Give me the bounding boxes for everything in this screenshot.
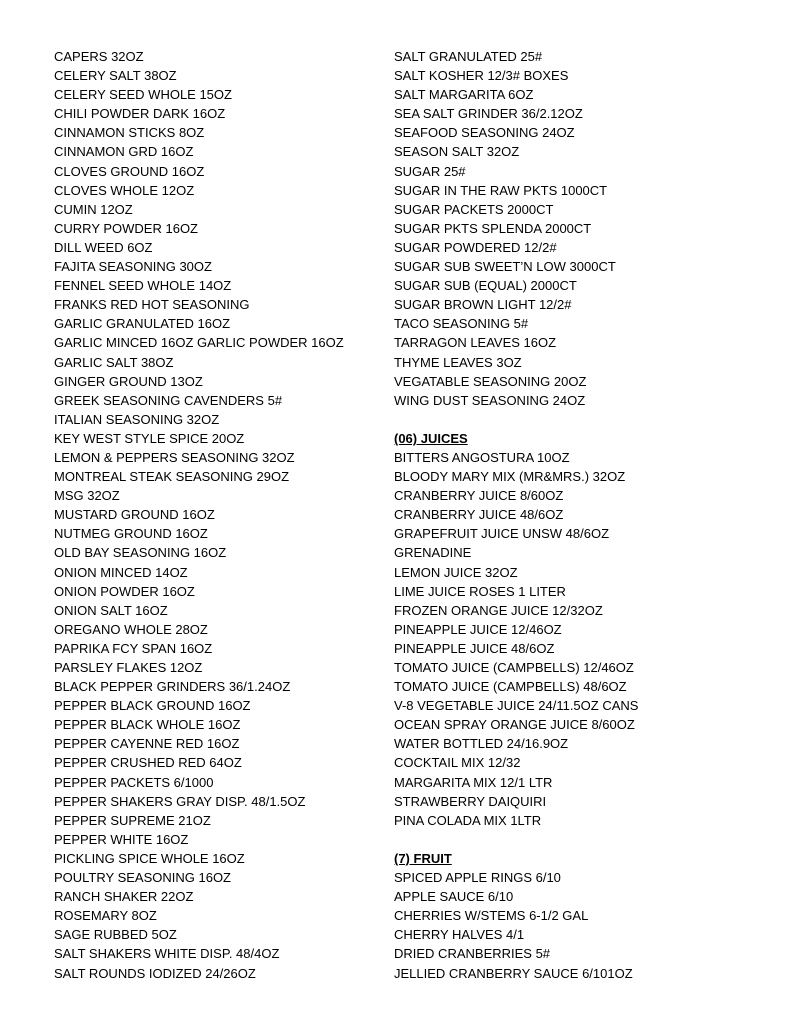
list-item: FRANKS RED HOT SEASONING bbox=[54, 297, 250, 313]
list-item: JELLIED CRANBERRY SAUCE 6/101OZ bbox=[394, 965, 633, 981]
section-spacer bbox=[394, 410, 774, 429]
list-item: PINEAPPLE JUICE 12/46OZ bbox=[394, 621, 562, 637]
list-item: SUGAR SUB (EQUAL) 2000CT bbox=[394, 278, 577, 294]
list-item: TARRAGON LEAVES 16OZ bbox=[394, 335, 557, 351]
right-column bbox=[394, 47, 774, 983]
list-item: SAGE RUBBED 5OZ bbox=[54, 927, 177, 943]
list-item: SEAFOOD SEASONING 24OZ bbox=[394, 125, 575, 141]
list-item: OLD BAY SEASONING 16OZ bbox=[54, 545, 227, 561]
list-item: PEPPER CRUSHED RED 64OZ bbox=[54, 755, 242, 771]
list-item: LIME JUICE ROSES 1 LITER bbox=[394, 583, 566, 599]
list-item: RANCH SHAKER 22OZ bbox=[54, 889, 194, 905]
list-item: PEPPER SUPREME 21OZ bbox=[54, 812, 211, 828]
list-item: MARGARITA MIX 12/1 LTR bbox=[394, 774, 553, 790]
list-item: BLACK PEPPER GRINDERS 36/1.24OZ bbox=[54, 679, 291, 695]
list-item: SPICED APPLE RINGS 6/10 bbox=[394, 870, 561, 886]
list-item: SEASON SALT 32OZ bbox=[394, 144, 520, 160]
list-item: ROSEMARY 8OZ bbox=[54, 908, 157, 924]
section-heading-fruit: (7) FRUIT bbox=[394, 850, 452, 866]
list-item: LEMON JUICE 32OZ bbox=[394, 564, 518, 580]
list-item: PEPPER WHITE 16OZ bbox=[54, 831, 189, 847]
list-item: SALT MARGARITA 6OZ bbox=[394, 87, 534, 103]
list-item: NUTMEG GROUND 16OZ bbox=[54, 526, 208, 542]
list-item: APPLE SAUCE 6/10 bbox=[394, 889, 514, 905]
list-item: TOMATO JUICE (CAMPBELLS) 48/6OZ bbox=[394, 679, 627, 695]
list-item: SUGAR POWDERED 12/2# bbox=[394, 239, 557, 255]
list-item: DRIED CRANBERRIES 5# bbox=[394, 946, 551, 962]
list-item: SALT GRANULATED 25# bbox=[394, 49, 543, 64]
list-item: CHERRIES W/STEMS 6-1/2 GAL bbox=[394, 908, 589, 924]
list-item: WING DUST SEASONING 24OZ bbox=[394, 392, 586, 408]
section-heading-juices: (06) JUICES bbox=[394, 430, 468, 446]
list-item: PEPPER BLACK GROUND 16OZ bbox=[54, 698, 251, 714]
list-item: CHILI POWDER DARK 16OZ bbox=[54, 106, 226, 122]
left-column bbox=[54, 47, 384, 983]
list-item: FAJITA SEASONING 30OZ bbox=[54, 259, 212, 275]
list-item: MUSTARD GROUND 16OZ bbox=[54, 507, 215, 523]
list-item: CHERRY HALVES 4/1 bbox=[394, 927, 525, 943]
list-item: VEGATABLE SEASONING 20OZ bbox=[394, 373, 587, 389]
list-item: GRENADINE bbox=[394, 545, 472, 561]
list-item: V-8 VEGETABLE JUICE 24/11.5OZ CANS bbox=[394, 698, 639, 714]
list-item: CINNAMON GRD 16OZ bbox=[54, 144, 194, 160]
list-item: ONION SALT 16OZ bbox=[54, 602, 168, 618]
list-item: ITALIAN SEASONING 32OZ bbox=[54, 411, 220, 427]
list-item: DILL WEED 6OZ bbox=[54, 239, 153, 255]
list-item: STRAWBERRY DAIQUIRI bbox=[394, 793, 547, 809]
list-item: PINEAPPLE JUICE 48/6OZ bbox=[394, 640, 555, 656]
list-item: CUMIN 12OZ bbox=[54, 201, 133, 217]
list-item: POULTRY SEASONING 16OZ bbox=[54, 870, 231, 886]
list-item: CELERY SALT 38OZ bbox=[54, 68, 177, 84]
list-item: COCKTAIL MIX 12/32 bbox=[394, 755, 521, 771]
list-item: TOMATO JUICE (CAMPBELLS) 12/46OZ bbox=[394, 660, 634, 675]
juices-section bbox=[394, 429, 774, 830]
spices-continued-list bbox=[394, 47, 774, 410]
list-item: PEPPER BLACK WHOLE 16OZ bbox=[54, 717, 241, 733]
list-item: FENNEL SEED WHOLE 14OZ bbox=[54, 278, 232, 294]
list-item: GARLIC GRANULATED 16OZ bbox=[54, 316, 231, 332]
list-item: MONTREAL STEAK SEASONING 29OZ bbox=[54, 469, 290, 485]
list-item: CLOVES WHOLE 12OZ bbox=[54, 182, 195, 198]
list-item: LEMON & PEPPERS SEASONING 32OZ bbox=[54, 449, 295, 465]
list-item: FROZEN ORANGE JUICE 12/32OZ bbox=[394, 602, 603, 618]
list-item: PICKLING SPICE WHOLE 16OZ bbox=[54, 850, 245, 866]
list-item: GINGER GROUND 13OZ bbox=[54, 373, 203, 389]
list-item: PAPRIKA FCY SPAN 16OZ bbox=[54, 640, 213, 656]
list-item: CINNAMON STICKS 8OZ bbox=[54, 125, 205, 141]
list-item: PINA COLADA MIX 1LTR bbox=[394, 812, 542, 828]
list-item: OREGANO WHOLE 28OZ bbox=[54, 621, 208, 637]
list-item: BITTERS ANGOSTURA 10OZ bbox=[394, 449, 570, 465]
list-item: PEPPER SHAKERS GRAY DISP. 48/1.5OZ bbox=[54, 793, 306, 809]
list-item: GARLIC SALT 38OZ bbox=[54, 354, 174, 370]
list-item: BLOODY MARY MIX (MR&MRS.) 32OZ bbox=[394, 469, 626, 485]
list-item: ONION POWDER 16OZ bbox=[54, 583, 195, 599]
list-item: CAPERS 32OZ bbox=[54, 49, 144, 64]
list-item: CRANBERRY JUICE 48/6OZ bbox=[394, 507, 564, 523]
list-item: PARSLEY FLAKES 12OZ bbox=[54, 660, 203, 675]
list-item: SALT KOSHER 12/3# BOXES bbox=[394, 68, 569, 84]
list-item: GARLIC MINCED 16OZ GARLIC POWDER 16OZ bbox=[54, 335, 344, 351]
list-item: SUGAR 25# bbox=[394, 163, 466, 179]
list-item: CLOVES GROUND 16OZ bbox=[54, 163, 205, 179]
list-item: SUGAR BROWN LIGHT 12/2# bbox=[394, 297, 572, 313]
list-item: PEPPER PACKETS 6/1000 bbox=[54, 774, 214, 790]
list-item: CURRY POWDER 16OZ bbox=[54, 220, 198, 236]
list-item: SUGAR IN THE RAW PKTS 1000CT bbox=[394, 182, 608, 198]
list-item: PEPPER CAYENNE RED 16OZ bbox=[54, 736, 240, 752]
list-item: SALT SHAKERS WHITE DISP. 48/4OZ bbox=[54, 946, 280, 962]
list-item: THYME LEAVES 3OZ bbox=[394, 354, 522, 370]
section-spacer bbox=[394, 830, 774, 849]
list-item: SEA SALT GRINDER 36/2.12OZ bbox=[394, 106, 583, 122]
list-item: CRANBERRY JUICE 8/60OZ bbox=[394, 488, 564, 504]
fruit-section bbox=[394, 849, 774, 983]
list-item: ONION MINCED 14OZ bbox=[54, 564, 188, 580]
list-item: MSG 32OZ bbox=[54, 488, 120, 504]
list-item: GREEK SEASONING CAVENDERS 5# bbox=[54, 392, 283, 408]
list-item: SALT ROUNDS IODIZED 24/26OZ bbox=[54, 965, 256, 981]
list-item: SUGAR PACKETS 2000CT bbox=[394, 201, 554, 217]
list-item: SUGAR SUB SWEET’N LOW 3000CT bbox=[394, 259, 616, 275]
list-item: WATER BOTTLED 24/16.9OZ bbox=[394, 736, 569, 752]
list-item: CELERY SEED WHOLE 15OZ bbox=[54, 87, 232, 103]
list-item: OCEAN SPRAY ORANGE JUICE 8/60OZ bbox=[394, 717, 635, 733]
list-item: GRAPEFRUIT JUICE UNSW 48/6OZ bbox=[394, 526, 610, 542]
list-item: TACO SEASONING 5# bbox=[394, 316, 529, 332]
list-item: SUGAR PKTS SPLENDA 2000CT bbox=[394, 220, 592, 236]
list-item: KEY WEST STYLE SPICE 20OZ bbox=[54, 430, 245, 446]
